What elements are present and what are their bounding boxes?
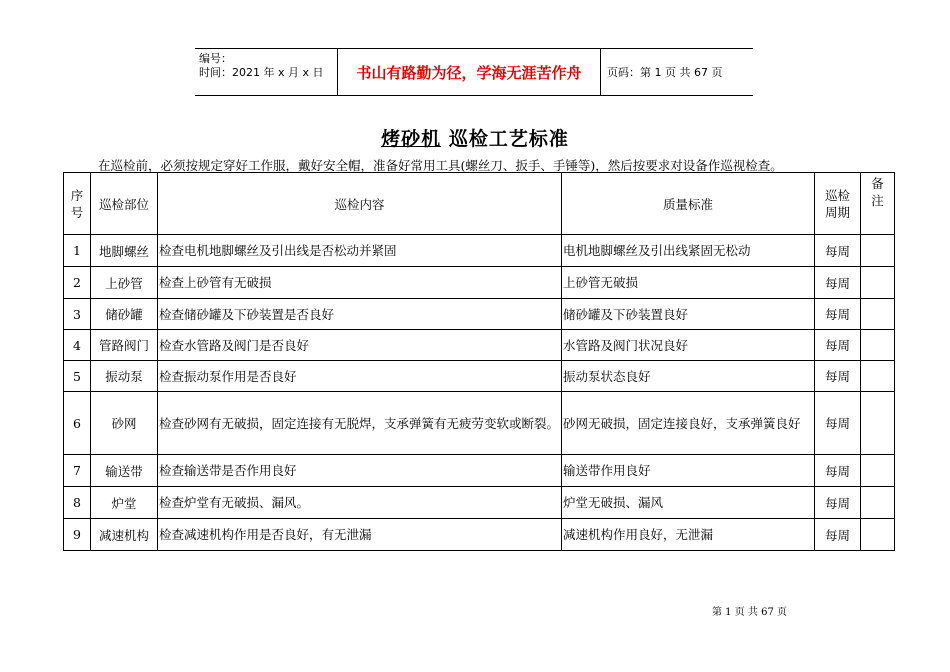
row-note — [861, 299, 895, 330]
row-note — [861, 455, 895, 487]
row-part: 减速机构 — [91, 519, 158, 551]
row-part: 地脚螺丝 — [91, 235, 158, 267]
row-standard: 储砂罐及下砂装置良好 — [562, 299, 815, 330]
table-row — [64, 487, 895, 519]
header-seq: 序号 — [64, 173, 91, 235]
row-part: 上砂管 — [91, 267, 158, 299]
table-row — [64, 235, 895, 267]
row-content: 检查上砂管有无破损 — [158, 267, 562, 299]
table-row — [64, 361, 895, 392]
table-row — [64, 267, 895, 299]
table-row — [64, 392, 895, 455]
row-part: 炉堂 — [91, 487, 158, 519]
row-period: 每周 — [815, 455, 861, 487]
row-content: 检查水管路及阀门是否良好 — [158, 330, 562, 361]
row-note — [861, 235, 895, 267]
row-part: 管路阀门 — [91, 330, 158, 361]
page-header — [195, 48, 753, 96]
row-standard: 水管路及阀门状况良好 — [562, 330, 815, 361]
row-content: 检查电机地脚螺丝及引出线是否松动并紧固 — [158, 235, 562, 267]
table-row — [64, 330, 895, 361]
row-note — [861, 487, 895, 519]
number-label: 编号： — [199, 52, 232, 65]
row-period: 每周 — [815, 519, 861, 551]
row-note — [861, 330, 895, 361]
header-note: 备注 — [861, 173, 895, 235]
title-equipment-name: 烤砂机 — [381, 128, 442, 150]
header-part: 巡检部位 — [91, 173, 158, 235]
row-note — [861, 392, 895, 455]
row-period: 每周 — [815, 487, 861, 519]
motto: 书山有路勤为径，学海无涯苦作舟 — [337, 49, 601, 95]
row-seq: 9 — [64, 519, 91, 551]
row-seq: 2 — [64, 267, 91, 299]
table-row — [64, 519, 895, 551]
row-standard: 电机地脚螺丝及引出线紧固无松动 — [562, 235, 815, 267]
header-meta — [195, 49, 337, 95]
row-content: 检查储砂罐及下砂装置是否良好 — [158, 299, 562, 330]
row-seq: 8 — [64, 487, 91, 519]
table-body — [64, 235, 895, 551]
header-standard: 质量标准 — [562, 173, 815, 235]
row-seq: 7 — [64, 455, 91, 487]
table-row — [64, 299, 895, 330]
row-content: 检查炉堂有无破损、漏风。 — [158, 487, 562, 519]
document-title — [0, 124, 950, 151]
inspection-table — [63, 172, 895, 551]
row-standard: 减速机构作用良好，无泄漏 — [562, 519, 815, 551]
page-footer: 第 1 页 共 67 页 — [712, 607, 787, 618]
time-label: 时间：2021 年 x 月 x 日 — [199, 66, 324, 79]
intro-text: 在巡检前，必须按规定穿好工作服，戴好安全帽，准备好常用工具(螺丝刀、扳手、手锤等)，然后按要求对设备作巡视检查。 — [98, 158, 783, 173]
row-note — [861, 267, 895, 299]
row-note — [861, 361, 895, 392]
row-content: 检查砂网有无破损，固定连接有无脱焊，支承弹簧有无疲劳变软或断裂。 — [158, 392, 562, 455]
row-content: 检查输送带是否作用良好 — [158, 455, 562, 487]
table-row — [64, 455, 895, 487]
row-standard: 炉堂无破损、漏风 — [562, 487, 815, 519]
row-standard: 输送带作用良好 — [562, 455, 815, 487]
row-content: 检查减速机构作用是否良好，有无泄漏 — [158, 519, 562, 551]
row-seq: 4 — [64, 330, 91, 361]
row-seq: 3 — [64, 299, 91, 330]
row-part: 振动泵 — [91, 361, 158, 392]
row-seq: 5 — [64, 361, 91, 392]
row-seq: 1 — [64, 235, 91, 267]
row-period: 每周 — [815, 330, 861, 361]
page-label: 页码：第 1 页 共 67 页 — [607, 66, 723, 79]
row-period: 每周 — [815, 361, 861, 392]
row-standard: 振动泵状态良好 — [562, 361, 815, 392]
header-period: 巡检周期 — [815, 173, 861, 235]
row-period: 每周 — [815, 299, 861, 330]
header-content: 巡检内容 — [158, 173, 562, 235]
row-standard: 砂网无破损，固定连接良好，支承弹簧良好 — [562, 392, 815, 455]
row-seq: 6 — [64, 392, 91, 455]
title-suffix: 巡检工艺标准 — [448, 128, 569, 150]
table-header-row — [64, 173, 895, 235]
row-period: 每周 — [815, 235, 861, 267]
row-part: 输送带 — [91, 455, 158, 487]
row-period: 每周 — [815, 267, 861, 299]
row-period: 每周 — [815, 392, 861, 455]
row-note — [861, 519, 895, 551]
row-content: 检查振动泵作用是否良好 — [158, 361, 562, 392]
row-standard: 上砂管无破损 — [562, 267, 815, 299]
row-part: 储砂罐 — [91, 299, 158, 330]
row-part: 砂网 — [91, 392, 158, 455]
